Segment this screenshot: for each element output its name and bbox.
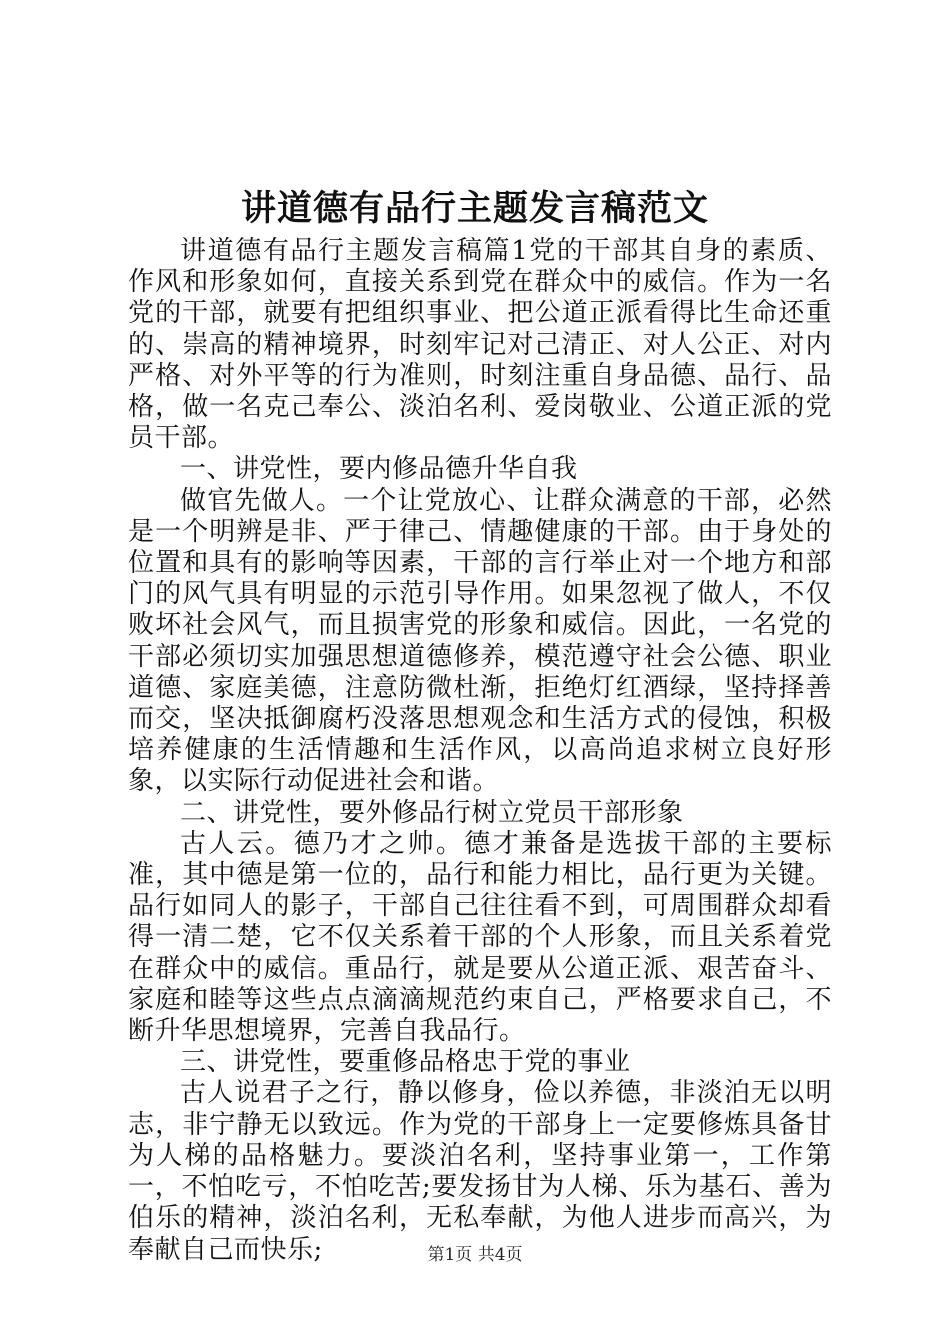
paragraph-section-3: 古人说君子之行，静以修身，俭以养德，非淡泊无以明志，非宁静无以致远。作为党的干部身上一定要修炼具备甘为人梯的品格魅力。要淡泊名利，坚持事业第一，工作第一，不怕吃亏，不怕吃苦;要发扬甘为人梯、乐为基石、善为伯乐的精神，淡泊名利，无私奉献，为他人进步而高兴，为奉献自己而快乐;	[128, 1078, 832, 1265]
section-heading-3: 三、讲党性，要重修品格忠于党的事业	[180, 1047, 631, 1078]
paragraph-intro: 讲道德有品行主题发言稿篇1党的干部其自身的素质、作风和形象如何，直接关系到党在群众中的威信。作为一名党的干部，就要有把组织事业、把公道正派看得比生命还重的、崇高的精神境界，时刻牢记对己清正、对人公正、对内严格、对外平等的行为准则，时刻注重自身品德、品行、品格，做一名克己奉公、淡泊名利、爱岗敬业、公道正派的党员干部。	[128, 236, 832, 454]
paragraph-section-1: 做官先做人。一个让党放心、让群众满意的干部，必然是一个明辨是非、严于律己、情趣健康的干部。由于身处的位置和具有的影响等因素，干部的言行举止对一个地方和部门的风气具有明显的示范引导作用。如果忽视了做人，不仅败坏社会风气，而且损害党的形象和威信。因此，一名党的干部必须切实加强思想道德修养，模范遵守社会公德、职业道德、家庭美德，注意防微杜渐，拒绝灯红酒绿，坚持择善而交，坚决抵御腐朽没落思想观念和生活方式的侵蚀，积极培养健康的生活情趣和生活作风，以高尚追求树立良好形象，以实际行动促进社会和谐。	[128, 485, 832, 797]
document-body	[128, 236, 832, 1266]
document-title: 讲道德有品行主题发言稿范文	[240, 188, 709, 229]
paragraph-section-2: 古人云。德乃才之帅。德才兼备是选拔干部的主要标准，其中德是第一位的，品行和能力相比，品行更为关键。品行如同人的影子，干部自己往往看不到，可周围群众却看得一清二楚，它不仅关系着干部的个人形象，而且关系着党在群众中的威信。重品行，就是要从公道正派、艰苦奋斗、家庭和睦等这些点点滴滴规范约束自己，严格要求自己，不断升华思想境界，完善自我品行。	[128, 828, 832, 1047]
section-heading-1: 一、讲党性，要内修品德升华自我	[180, 454, 578, 485]
section-heading-2: 二、讲党性，要外修品行树立党员干部形象	[180, 797, 684, 828]
page-number-footer: 第1页 共4页	[427, 1245, 523, 1265]
